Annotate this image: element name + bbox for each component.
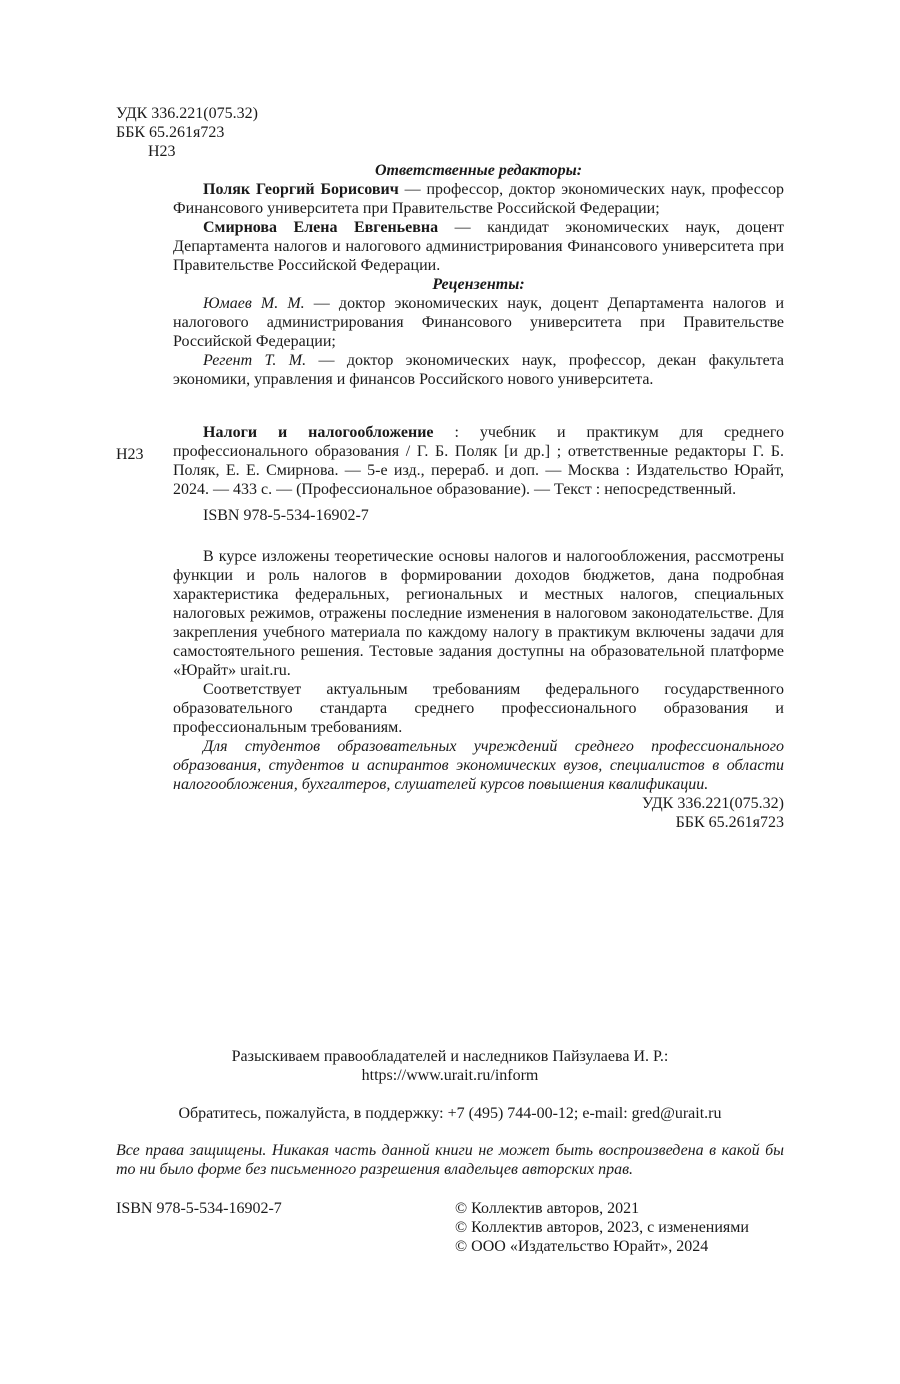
support-line: Обратитесь, пожалуйста, в поддержку: +7 (495) 744-00-12; e-mail: gred@urait.ru <box>178 1105 722 1122</box>
search-line: Разыскиваем правообладателей и наследников Пайзулаева И. Р.: <box>231 1048 669 1065</box>
annotation-bbk: ББК 65.261я723 <box>675 814 784 831</box>
reviewer-entry <box>173 294 784 351</box>
rights-search-notice <box>0 1047 900 1085</box>
bbk-code: ББК 65.261я723 <box>116 124 225 141</box>
copyright-line: © Коллектив авторов, 2023, с изменениями <box>455 1219 749 1236</box>
inform-link: https://www.urait.ru/inform <box>361 1067 539 1084</box>
book-title: Налоги и налогообложение <box>203 424 434 441</box>
reviewer-desc: — доктор экономических наук, доцент Департамента налогов и налогового администрирования Финансового университета при Правительстве Российской Федерации; <box>173 295 785 350</box>
bibliographic-record <box>173 423 784 525</box>
annotation-section <box>173 547 784 832</box>
reviewers-heading: Рецензенты: <box>432 276 525 293</box>
reviewer-name: Регент Т. М. <box>203 352 307 369</box>
classification-block <box>116 104 258 161</box>
copyright-block <box>455 1199 749 1256</box>
editor-desc: — кандидат экономических наук, доцент Департамента налогов и налогового администрирования Финансового университета при Правительстве Российской Федерации. <box>173 219 784 274</box>
bibliographic-description <box>173 423 784 499</box>
udk-code: УДК 336.221(075.32) <box>116 105 258 122</box>
author-mark: Н23 <box>148 143 176 160</box>
side-author-mark: Н23 <box>116 446 144 463</box>
annotation-paragraph: Соответствует актуальным требованиям федерального государственного образовательного стандарта среднего профессионального образования и профессиональным требованиям. <box>173 681 784 736</box>
annotation-udk: УДК 336.221(075.32) <box>642 795 784 812</box>
reviewer-name: Юмаев М. М. <box>203 295 305 312</box>
reviewer-desc: — доктор экономических наук, профессор, декан факультета экономики, управления и финансов Российского нового университета. <box>173 352 784 388</box>
editors-section <box>173 161 784 389</box>
audience-paragraph: Для студентов образовательных учреждений среднего профессионального образования, студентов и аспирантов экономических вузов, специалистов в области налогообложения, бухгалтеров, слушателей курсов повышения квалификации. <box>173 738 784 793</box>
editor-entry <box>173 180 784 218</box>
copyright-line: © Коллектив авторов, 2021 <box>455 1200 640 1217</box>
reviewer-entry <box>173 351 784 389</box>
rights-reserved: Все права защищены. Никакая часть данной книги не может быть воспроизведена в какой бы то ни было форме без письменного разрешения владельцев авторских прав. <box>116 1142 784 1178</box>
editor-name: Смирнова Елена Евгеньевна <box>203 219 439 236</box>
isbn-bottom: ISBN 978-5-534-16902-7 <box>116 1200 282 1217</box>
isbn-line: ISBN 978-5-534-16902-7 <box>203 507 369 524</box>
copyright-line: © ООО «Издательство Юрайт», 2024 <box>455 1238 709 1255</box>
annotation-paragraph: В курсе изложены теоретические основы налогов и налогообложения, рассмотрены функции и роль налогов в формировании доходов бюджетов, дана подробная характеристика федеральных, региональных и местных налогов, специальных налоговых режимов, отражены последние изменения в налоговом законодательстве. Для закрепления учебного материала по каждому налогу в практикум включены задачи для самостоятельного решения. Тестовые задания доступны на образовательной платформе «Юрайт» urait.ru. <box>173 548 784 679</box>
editors-heading: Ответственные редакторы: <box>374 162 583 179</box>
editor-desc: — профессор, доктор экономических наук, профессор Финансового университета при Правительстве Российской Федерации; <box>173 181 785 217</box>
bibliographic-rest: : учебник и практикум для среднего профессионального образования / Г. Б. Поляк [и др.] ; ответственные редакторы Г. Б. Поляк, Е. Е. Смирнова. — 5-е изд., перераб. и доп. — Москва : Издательство Юрайт, 2024. — 433 с. — (Профессиональное образование). — Текст : непосредственный. <box>173 424 784 498</box>
editor-name: Поляк Георгий Борисович <box>203 181 399 198</box>
editor-entry <box>173 218 784 275</box>
